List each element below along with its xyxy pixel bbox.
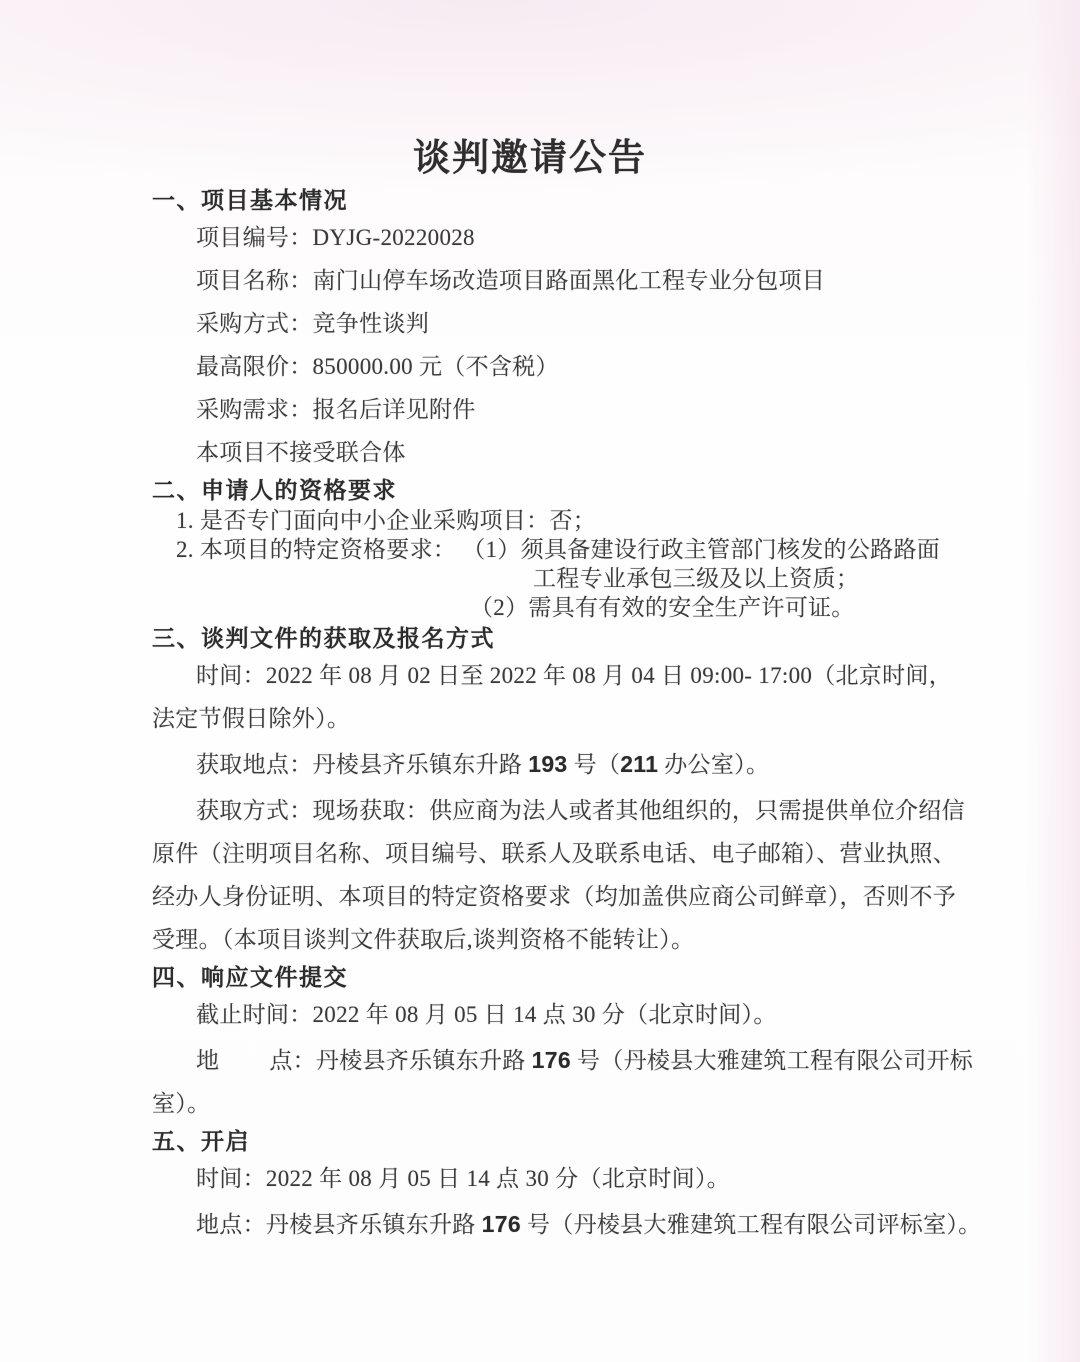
submit-location-line-2: 室）。 — [152, 1091, 211, 1116]
sme-procurement-line: 1. 是否专门面向中小企业采购项目：否； — [176, 508, 596, 533]
open-location-text: 地点：丹棱县齐乐镇东升路 — [196, 1212, 482, 1237]
section-5-opening — [152, 1125, 982, 1246]
qualification-continuation-line: 工程专业承包三级及以上资质； — [533, 566, 860, 591]
section-3-heading: 三、谈判文件的获取及报名方式 — [152, 625, 495, 651]
section-5-heading: 五、开启 — [152, 1128, 250, 1154]
project-name-line: 项目名称：南门山停车场改造项目路面黑化工程专业分包项目 — [196, 268, 826, 293]
obtain-method-line-4: 受理。（本项目谈判文件获取后,谈判资格不能转让）。 — [152, 927, 695, 952]
open-time-line: 时间：2022 年 08 月 05 日 14 点 30 分（北京时间）。 — [196, 1166, 731, 1191]
street-number: 193 — [528, 751, 568, 777]
office-number: 211 — [620, 751, 659, 777]
obtain-method-line-3: 经办人身份证明、本项目的特定资格要求（均加盖供应商公司鲜章），否则不予 — [152, 884, 956, 909]
submit-deadline-line: 截止时间：2022 年 08 月 05 日 14 点 30 分（北京时间）。 — [196, 1002, 777, 1027]
special-qualification-line: 2. 本项目的特定资格要求： （1）须具备建设行政主管部门核发的公路路面 — [176, 537, 941, 562]
section-2-heading: 二、申请人的资格要求 — [152, 477, 397, 503]
section-1-project-info — [152, 184, 928, 474]
obtain-time-line-1: 时间：2022 年 08 月 02 日至 2022 年 08 月 04 日 09:00- 17:00（北京时间， — [196, 663, 952, 688]
obtain-location-text: 办公室）。 — [658, 752, 770, 777]
document-title: 谈判邀请公告 — [413, 138, 647, 179]
section-4-heading: 四、响应文件提交 — [152, 964, 348, 990]
project-number-line: 项目编号：DYJG-20220028 — [196, 225, 475, 250]
obtain-location-line — [152, 743, 928, 786]
obtain-location-text: 号（ — [567, 752, 621, 777]
obtain-time-line-2: 法定节假日除外）。 — [152, 706, 351, 731]
street-number: 176 — [531, 1047, 571, 1073]
obtain-method-line-2: 原件（注明项目名称、项目编号、联系人及联系电话、电子邮箱）、营业执照、 — [152, 841, 956, 866]
street-number: 176 — [481, 1211, 521, 1237]
safety-license-line: （2）需具有有效的安全生产许可证。 — [470, 595, 855, 620]
open-location-line — [152, 1203, 982, 1246]
procurement-demand-line: 采购需求：报名后详见附件 — [196, 397, 476, 422]
submit-location-text: 号（丹棱县大雅建筑工程有限公司开标 — [570, 1048, 974, 1073]
price-limit-line: 最高限价：850000.00 元（不含税） — [196, 354, 559, 379]
procurement-method-line: 采购方式：竞争性谈判 — [196, 311, 429, 336]
section-2-qualification-requirements — [152, 474, 941, 622]
section-3-document-obtainment — [152, 622, 965, 961]
no-consortium-line: 本项目不接受联合体 — [196, 440, 406, 465]
submit-location-text: 点：丹棱县齐乐镇东升路 — [269, 1048, 532, 1073]
section-1-heading: 一、项目基本情况 — [152, 187, 348, 213]
submit-location-text: 地 — [196, 1048, 220, 1073]
obtain-location-text: 获取地点：丹棱县齐乐镇东升路 — [196, 752, 529, 777]
section-4-response-submission — [152, 961, 974, 1125]
submit-location-line-1 — [152, 1039, 974, 1082]
open-location-text: 号（丹棱县大雅建筑工程有限公司评标室）。 — [520, 1212, 982, 1237]
obtain-method-line-1: 获取方式：现场获取：供应商为法人或者其他组织的，只需提供单位介绍信 — [196, 798, 965, 823]
